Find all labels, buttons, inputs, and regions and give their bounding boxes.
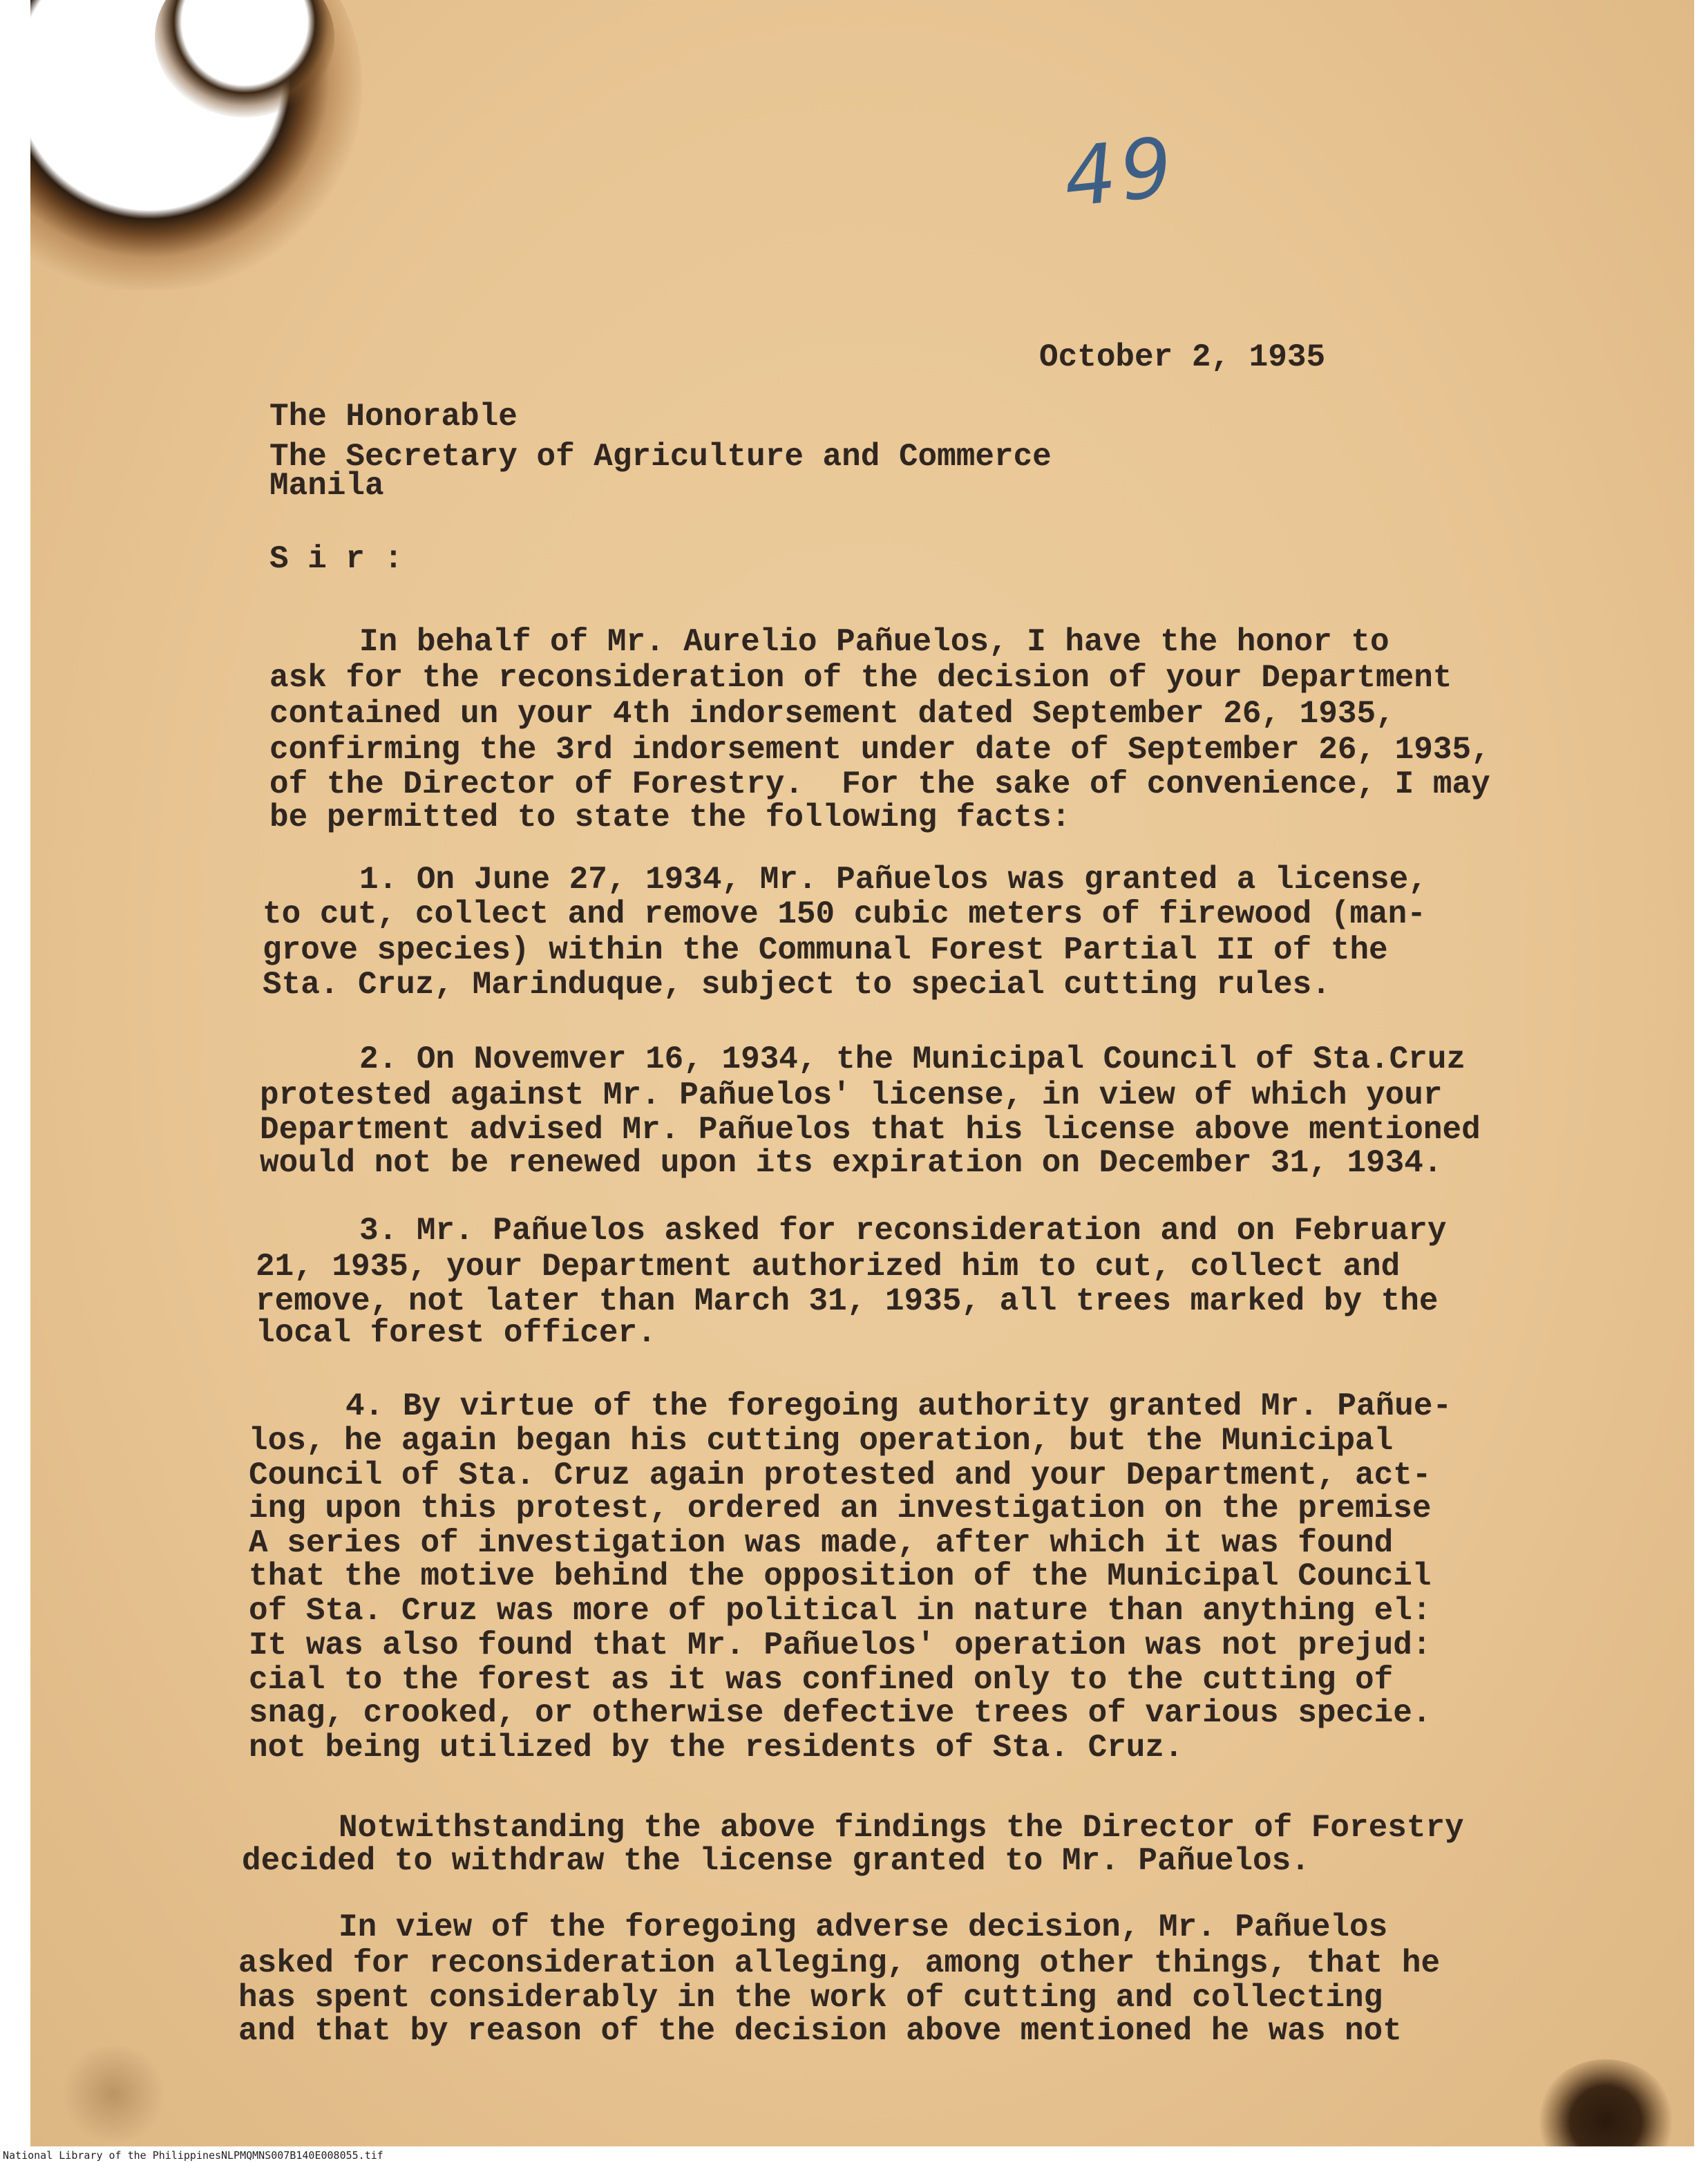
text-line: protested against Mr. Pañuelos' license, in view of which your <box>260 1077 1443 1113</box>
text-line: contained un your 4th indorsement dated September 26, 1935, <box>269 696 1395 732</box>
text-line: would not be renewed upon its expiration on December 31, 1934. <box>260 1145 1443 1181</box>
text-line: It was also found that Mr. Pañuelos' operation was not prejud: <box>249 1627 1432 1663</box>
text-line: ing upon this protest, ordered an investigation on the premise <box>249 1491 1432 1527</box>
text-line: has spent considerably in the work of cutting and collecting <box>238 1980 1383 2016</box>
text-line: of Sta. Cruz was more of political in nature than anything el: <box>249 1593 1432 1629</box>
text-line: of the Director of Forestry. For the sake of convenience, I may <box>269 766 1490 802</box>
text-line: 2. On Novemver 16, 1934, the Municipal Council of Sta.Cruz <box>359 1041 1466 1077</box>
text-line: In view of the foregoing adverse decision, Mr. Pañuelos <box>339 1909 1388 1945</box>
text-line: asked for reconsideration alleging, among other things, that he <box>238 1945 1441 1981</box>
letter-date: October 2, 1935 <box>1039 339 1326 375</box>
text-line: 1. On June 27, 1934, Mr. Pañuelos was granted a license, <box>359 862 1427 898</box>
text-line: In behalf of Mr. Aurelio Pañuelos, I have the honor to <box>359 624 1389 660</box>
text-line: local forest officer. <box>256 1315 656 1351</box>
scan-file-id: NLPMQMNS007B140E008055.tif <box>221 2149 383 2162</box>
text-line: los, he again began his cutting operation, but the Municipal <box>249 1423 1394 1459</box>
handwritten-page-number: 49 <box>1059 118 1181 226</box>
text-line: decided to withdraw the license granted to Mr. Pañuelos. <box>242 1843 1310 1879</box>
salutation: S i r : <box>269 541 404 577</box>
address-line: Manila <box>269 468 384 504</box>
burn-stain-bottom-right <box>1537 2059 1675 2146</box>
text-line: ask for the reconsideration of the decision of your Department <box>269 660 1452 696</box>
address-line: The Secretary of Agriculture and Commerce <box>269 439 1052 475</box>
stain-bottom-left <box>58 2046 169 2142</box>
text-line: confirming the 3rd indorsement under date of September 26, 1935, <box>269 732 1490 768</box>
text-line: grove species) within the Communal Forest Partial II of the <box>263 932 1388 968</box>
text-line: Notwithstanding the above findings the Director of Forestry <box>339 1810 1464 1846</box>
text-line: that the motive behind the opposition of the Municipal Council <box>249 1558 1432 1594</box>
text-line: Sta. Cruz, Marinduque, subject to special cutting rules. <box>263 967 1331 1003</box>
text-line: be permitted to state the following facts: <box>269 800 1071 835</box>
scan-footer <box>0 2146 1708 2163</box>
text-line: 21, 1935, your Department authorized him to cut, collect and <box>256 1249 1401 1285</box>
text-line: remove, not later than March 31, 1935, all trees marked by the <box>256 1283 1439 1319</box>
text-line: 3. Mr. Pañuelos asked for reconsideration and on February <box>359 1213 1447 1249</box>
text-line: Council of Sta. Cruz again protested and your Department, act- <box>249 1457 1432 1493</box>
library-credit: National Library of the Philippines <box>3 2149 222 2162</box>
text-line: and that by reason of the decision above mentioned he was not <box>238 2013 1402 2049</box>
text-line: A series of investigation was made, after which it was found <box>249 1525 1394 1561</box>
text-line: 4. By virtue of the foregoing authority granted Mr. Pañue- <box>345 1388 1452 1424</box>
text-line: cial to the forest as it was confined only to the cutting of <box>249 1662 1394 1698</box>
text-line: not being utilized by the residents of Sta. Cruz. <box>249 1730 1184 1766</box>
text-line: to cut, collect and remove 150 cubic meters of firewood (man- <box>263 896 1426 932</box>
text-line: snag, crooked, or otherwise defective trees of various specie. <box>249 1695 1432 1731</box>
text-line: Department advised Mr. Pañuelos that his license above mentioned <box>260 1112 1481 1148</box>
address-line: The Honorable <box>269 399 518 435</box>
